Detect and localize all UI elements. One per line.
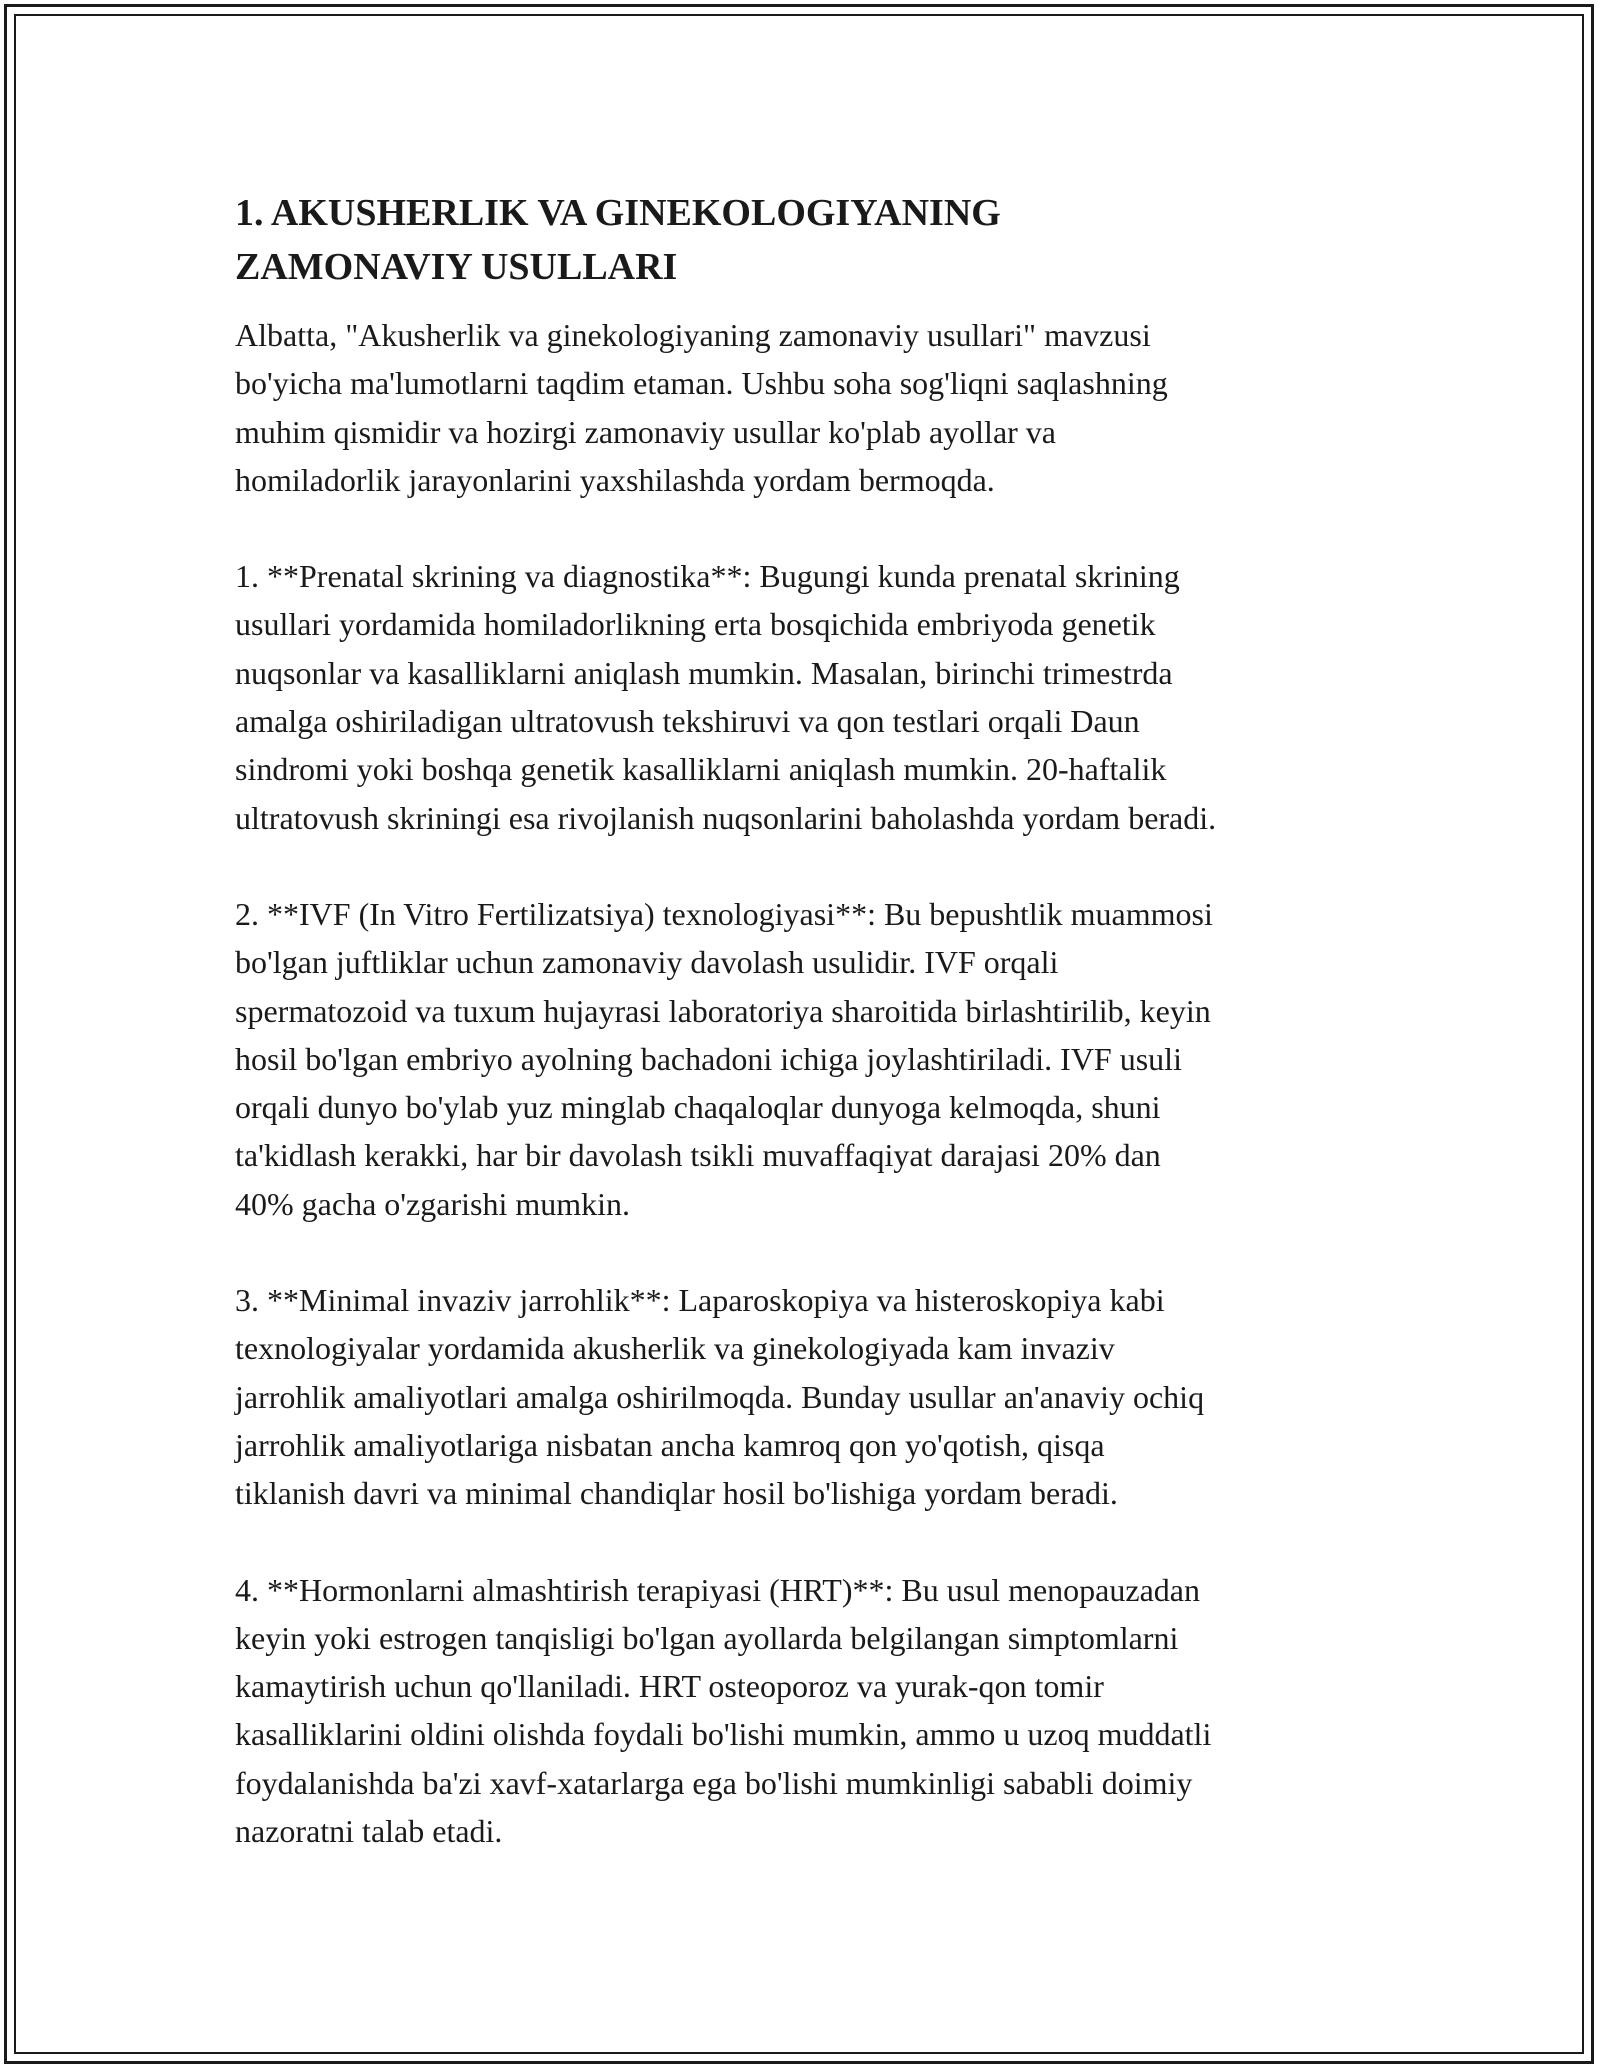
document-body (235, 186, 1375, 1855)
text-line: keyin yoki estrogen tanqisligi bo'lgan ayollarda belgilangan simptomlarni (235, 1619, 1179, 1656)
text-line: ta'kidlash kerakki, har bir davolash tsikli muvaffaqiyat darajasi 20% dan (235, 1137, 1161, 1174)
title-line: 1. AKUSHERLIK VA GINEKOLOGIYANING (235, 192, 1001, 234)
text-line: ultratovush skriningi esa rivojlanish nuqsonlarini baholashda yordam beradi. (235, 799, 1217, 836)
text-line: hosil bo'lgan embriyo ayolning bachadoni ichiga joylashtiriladi. IVF usuli (235, 1040, 1182, 1077)
text-line: 4. **Hormonlarni almashtirish terapiyasi (HRT)**: Bu usul menopauzadan (235, 1571, 1200, 1608)
text-line: 1. **Prenatal skrining va diagnostika**: Bugungi kunda prenatal skrining (235, 558, 1180, 595)
section-ivf (235, 890, 1375, 1228)
text-line: homiladorlik jarayonlarini yaxshilashda yordam bermoqda. (235, 461, 995, 498)
section-minimal-invasive-surgery (235, 1276, 1375, 1517)
text-line: tiklanish davri va minimal chandiqlar hosil bo'lishiga yordam beradi. (235, 1475, 1118, 1512)
text-line: Albatta, "Akusherlik va ginekologiyaning zamonaviy usullari" mavzusi (235, 317, 1151, 353)
text-line: foydalanishda ba'zi xavf-xatarlarga ega bo'lishi mumkinligi sababli doimiy (235, 1764, 1193, 1801)
text-line: amalga oshiriladigan ultratovush tekshiruvi va qon testlari orqali Daun (235, 703, 1140, 740)
text-line: 40% gacha o'zgarishi mumkin. (235, 1185, 630, 1222)
text-line: bo'yicha ma'lumotlarni taqdim etaman. Ushbu soha sog'liqni saqlashning (235, 365, 1168, 402)
section-hormone-therapy (235, 1566, 1375, 1856)
intro-paragraph (235, 311, 1375, 504)
text-line: bo'lgan juftliklar uchun zamonaviy davolash usulidir. IVF orqali (235, 944, 1059, 981)
text-line: jarrohlik amaliyotlariga nisbatan ancha kamroq qon yo'qotish, qisqa (235, 1426, 1105, 1463)
text-line: kamaytirish uchun qo'llaniladi. HRT osteoporoz va yurak-qon tomir (235, 1668, 1104, 1705)
text-line: 3. **Minimal invaziv jarrohlik**: Laparoskopiya va histeroskopiya kabi (235, 1282, 1165, 1319)
title-line: ZAMONAVIY USULLARI (235, 246, 678, 288)
section-prenatal-screening (235, 552, 1375, 842)
text-line: 2. **IVF (In Vitro Fertilizatsiya) texnologiyasi**: Bu bepushtlik muammosi (235, 895, 1213, 932)
text-line: muhim qismidir va hozirgi zamonaviy usullar ko'plab ayollar va (235, 413, 1056, 450)
text-line: spermatozoid va tuxum hujayrasi laboratoriya sharoitida birlashtirilib, keyin (235, 992, 1211, 1029)
text-line: usullari yordamida homiladorlikning erta bosqichida embriyoda genetik (235, 606, 1156, 643)
document-title (235, 186, 1215, 294)
text-line: orqali dunyo bo'ylab yuz minglab chaqaloqlar dunyoga kelmoqda, shuni (235, 1089, 1161, 1126)
text-line: nazoratni talab etadi. (235, 1813, 503, 1850)
text-line: kasalliklarini oldini olishda foydali bo'lishi mumkin, ammo u uzoq muddatli (235, 1716, 1212, 1753)
text-line: texnologiyalar yordamida akusherlik va ginekologiyada kam invaziv (235, 1330, 1115, 1367)
text-line: sindromi yoki boshqa genetik kasalliklarni aniqlash mumkin. 20-haftalik (235, 751, 1167, 788)
text-line: jarrohlik amaliyotlari amalga oshirilmoqda. Bunday usullar an'anaviy ochiq (235, 1378, 1205, 1415)
text-line: nuqsonlar va kasalliklarni aniqlash mumkin. Masalan, birinchi trimestrda (235, 654, 1173, 691)
